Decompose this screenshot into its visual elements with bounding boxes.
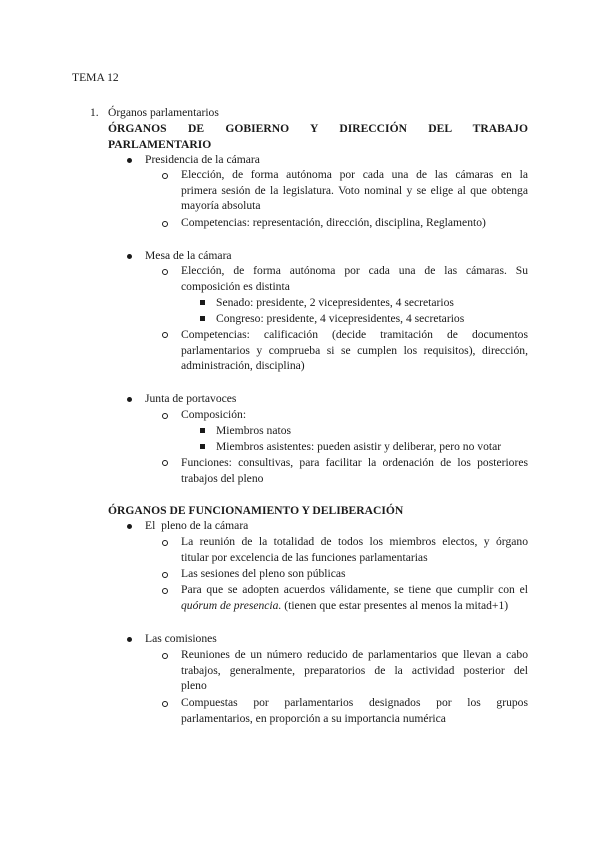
paragraph-reuniones-comisiones: Reuniones de un número reducido de parlamentarios que llevan a cabo trabajos, generalmente, preparatorios de la actividad posterior del pleno [181, 648, 528, 693]
heading-gobierno: ÓRGANOS DE GOBIERNO Y DIRECCIÓN DEL TRABAJO [108, 122, 528, 135]
section-title: Órganos parlamentarios [108, 106, 219, 119]
bullet-circle [162, 653, 168, 659]
congreso-composition: Congreso: presidente, 4 vicepresidentes, 4 secretarios [216, 312, 465, 325]
bullet-circle [162, 269, 168, 275]
bullet-dot [127, 397, 132, 402]
miembros-asistentes: Miembros asistentes: pueden asistir y deliberar, pero no votar [216, 440, 502, 453]
bullet-circle [162, 173, 168, 179]
sesiones-publicas: Las sesiones del pleno son públicas [181, 567, 346, 580]
paragraph-eleccion-mesa: Elección, de forma autónoma por cada una de las cámaras. Su composición es distinta [181, 264, 528, 293]
bullet-circle [162, 413, 168, 419]
composicion-label: Composición: [181, 408, 247, 421]
bullet-square [200, 300, 205, 305]
bullet-dot [127, 637, 132, 642]
bullet-square [200, 428, 205, 433]
paragraph-funciones-junta: Funciones: consultivas, para facilitar la ordenación de los posteriores trabajos del pleno [181, 456, 528, 485]
bullet-dot [127, 254, 132, 259]
paragraph-eleccion-presidencia: Elección, de forma autónoma por cada una de las cámaras en la primera sesión de la legislatura. Voto nominal y se elige al que obtenga mayoría absoluta [181, 168, 528, 213]
bullet-dot [127, 524, 132, 529]
bullet-circle [162, 540, 168, 546]
bullet-circle [162, 332, 168, 338]
paragraph-quorum: Para que se adopten acuerdos válidamente, se tiene que cumplir con el quórum de presencia. (tienen que estar presentes al menos la mitad+1) [181, 583, 528, 612]
paragraph-reunion-pleno: La reunión de la totalidad de todos los miembros electos, y órgano titular por excelencia de las funciones parlamentarias [181, 535, 528, 564]
paragraph-competencias-mesa: Competencias: calificación (decide tramitación de documentos parlamentarios y comprueba si se cumplen los requisitos), dirección, administración, disciplina) [181, 328, 528, 373]
bullet-square [200, 316, 205, 321]
list-item-pleno: El pleno de la cámara [145, 519, 249, 532]
quorum-term: quórum de presencia. [181, 598, 282, 612]
bullet-dot [127, 158, 132, 163]
competencias-presidencia: Competencias: representación, dirección, disciplina, Reglamento) [181, 216, 486, 229]
bullet-circle [162, 588, 168, 594]
list-item-presidencia: Presidencia de la cámara [145, 153, 260, 166]
heading-gobierno-cont: PARLAMENTARIO [108, 138, 212, 151]
bullet-circle [162, 221, 168, 227]
tema-title: TEMA 12 [72, 71, 119, 84]
list-number: 1. [90, 106, 99, 119]
heading-funcionamiento: ÓRGANOS DE FUNCIONAMIENTO Y DELIBERACIÓN [108, 504, 404, 517]
bullet-circle [162, 572, 168, 578]
paragraph-compuestas: Compuestas por parlamentarios designados por los grupos parlamentarios, en proporción a su importancia numérica [181, 696, 528, 725]
list-item-junta: Junta de portavoces [145, 392, 237, 405]
bullet-circle [162, 701, 168, 707]
bullet-circle [162, 460, 168, 466]
miembros-natos: Miembros natos [216, 424, 292, 437]
list-item-mesa: Mesa de la cámara [145, 249, 232, 262]
senado-composition: Senado: presidente, 2 vicepresidentes, 4 secretarios [216, 296, 454, 309]
bullet-square [200, 444, 205, 449]
list-item-comisiones: Las comisiones [145, 632, 217, 645]
